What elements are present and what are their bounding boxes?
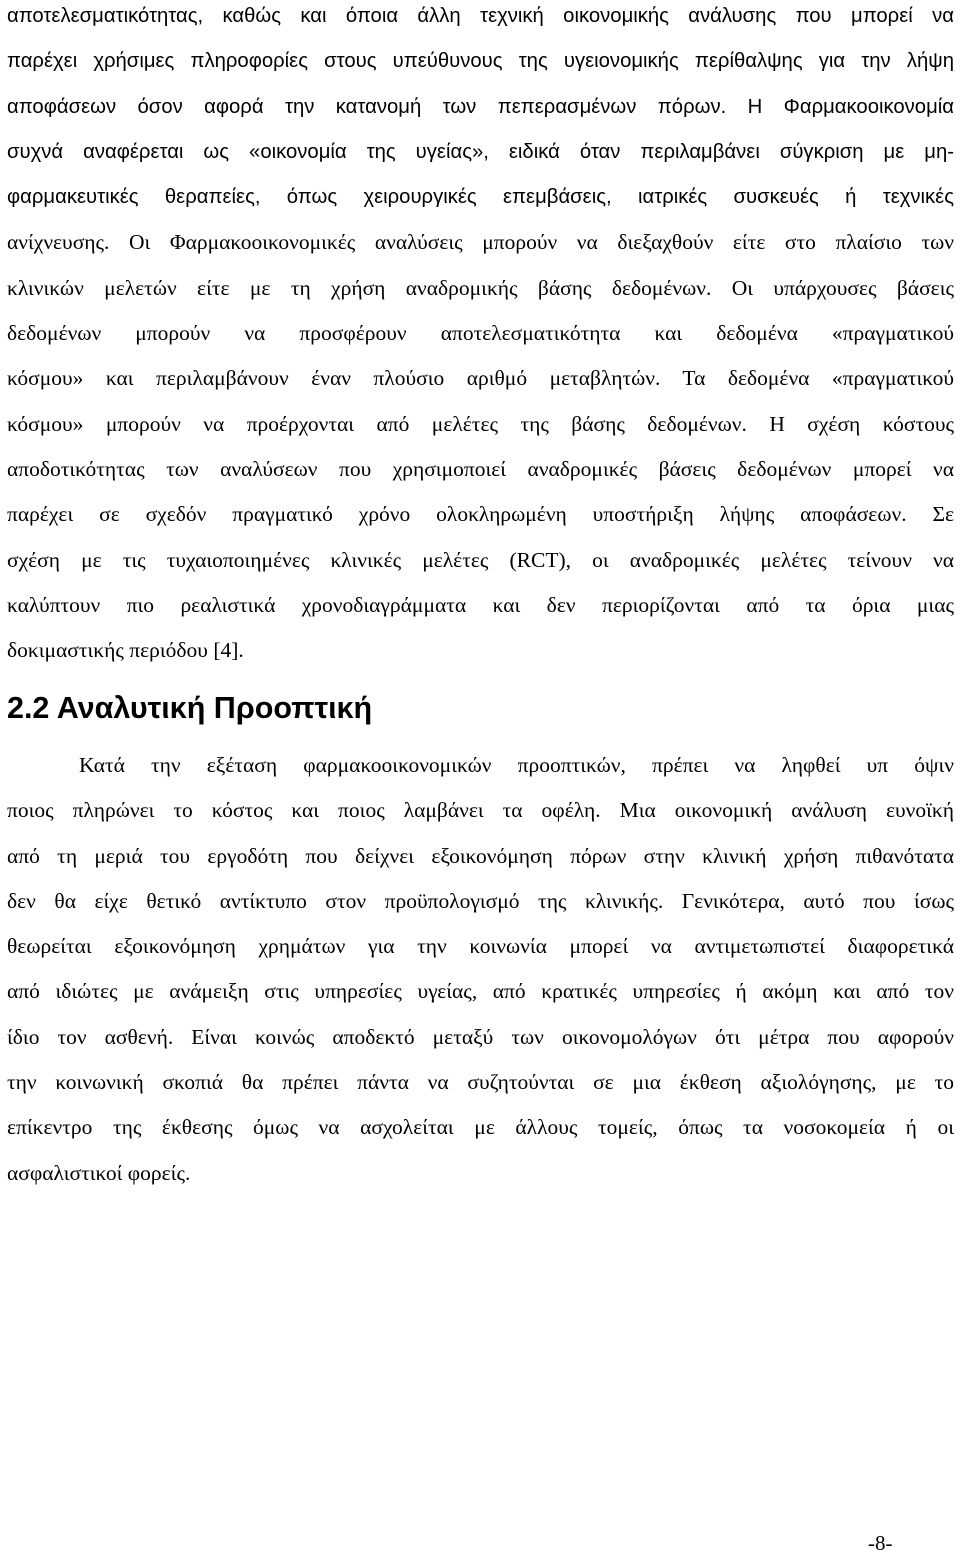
text-line: κλινικών μελετών είτε με τη χρήση αναδρομικής βάσης δεδομένων. Οι υπάρχουσες βάσεις — [7, 275, 954, 300]
text-line: σχέση με τις τυχαιοποιημένες κλινικές μελέτες (RCT), οι αναδρομικές μελέτες τείνουν να — [7, 547, 954, 572]
text-line: ποιος πληρώνει το κόστος και ποιος λαμβάνει τα οφέλη. Μια οικονομική ανάλυση ευνοϊκή — [7, 798, 954, 823]
text-line: καλύπτουν πιο ρεαλιστικά χρονοδιαγράμματα και δεν περιορίζονται από τα όρια μιας — [7, 592, 954, 617]
body-paragraph — [7, 0, 954, 673]
text-line: παρέχει χρήσιμες πληροφορίες στους υπεύθυνους της υγειονομικής περίθαλψης για την λήψη — [7, 50, 954, 73]
text-line: ασφαλιστικοί φορείς. — [7, 1160, 191, 1185]
text-line: παρέχει σε σχεδόν πραγματικό χρόνο ολοκληρωμένη υποστήριξη λήψης αποφάσεων. Σε — [7, 502, 954, 527]
text-line: Κατά την εξέταση φαρμακοοικονομικών προοπτικών, πρέπει να ληφθεί υπ όψιν — [79, 753, 954, 777]
text-line: κόσμου» και περιλαμβάνουν έναν πλούσιο αριθμό μεταβλητών. Τα δεδομένα «πραγματικού — [7, 366, 954, 391]
text-line: συχνά αναφέρεται ως «οικονομία της υγείας», ειδικά όταν περιλαμβάνει σύγκριση με μη- — [7, 140, 954, 163]
text-line: δεν θα είχε θετικό αντίκτυπο στον προϋπολογισμό της κλινικής. Γενικότερα, αυτό που ίσως — [7, 888, 954, 913]
text-line: αποφάσεων όσον αφορά την κατανομή των πεπερασμένων πόρων. Η Φαρμακοοικονομία — [7, 95, 954, 118]
body-paragraph — [7, 743, 954, 1196]
text-line: από ιδιώτες με ανάμειξη στις υπηρεσίες υγείας, από κρατικές υπηρεσίες ή ακόμη και από τον — [7, 979, 954, 1004]
page-number: -8- — [868, 1531, 893, 1555]
text-line: φαρμακευτικές θεραπείες, όπως χειρουργικές επεμβάσεις, ιατρικές συσκευές ή τεχνικές — [7, 186, 954, 209]
text-line: επίκεντρο της έκθεσης όμως να ασχολείται με άλλους τομείς, όπως τα νοσοκομεία ή οι — [7, 1115, 954, 1140]
text-line: ανίχνευσης. Οι Φαρμακοοικονομικές αναλύσεις μπορούν να διεξαχθούν είτε στο πλαίσιο των — [7, 230, 954, 255]
section-heading: 2.2 Αναλυτική Προοπτική — [7, 691, 373, 725]
text-line: δεδομένων μπορούν να προσφέρουν αποτελεσματικότητα και δεδομένα «πραγματικού — [7, 321, 954, 346]
text-line: ίδιο τον ασθενή. Είναι κοινώς αποδεκτό μεταξύ των οικονομολόγων ότι μέτρα που αφορούν — [7, 1024, 954, 1049]
text-line: από τη μεριά του εργοδότη που δείχνει εξοικονόμηση πόρων στην κλινική χρήση πιθανότατα — [7, 843, 954, 868]
text-line: θεωρείται εξοικονόμηση χρημάτων για την κοινωνία μπορεί να αντιμετωπιστεί διαφορετικά — [7, 934, 954, 959]
text-line: την κοινωνική σκοπιά θα πρέπει πάντα να συζητούνται σε μια έκθεση αξιολόγησης, με το — [7, 1070, 954, 1095]
text-line: αποτελεσματικότητας, καθώς και όποια άλλη τεχνική οικονομικής ανάλυσης που μπορεί να — [7, 5, 954, 27]
text-line: αποδοτικότητας των αναλύσεων που χρησιμοποιεί αναδρομικές βάσεις δεδομένων μπορεί να — [7, 456, 954, 481]
text-line: δοκιμαστικής περιόδου [4]. — [7, 638, 244, 663]
text-line: κόσμου» μπορούν να προέρχονται από μελέτες της βάσης δεδομένων. Η σχέση κόστους — [7, 411, 954, 436]
